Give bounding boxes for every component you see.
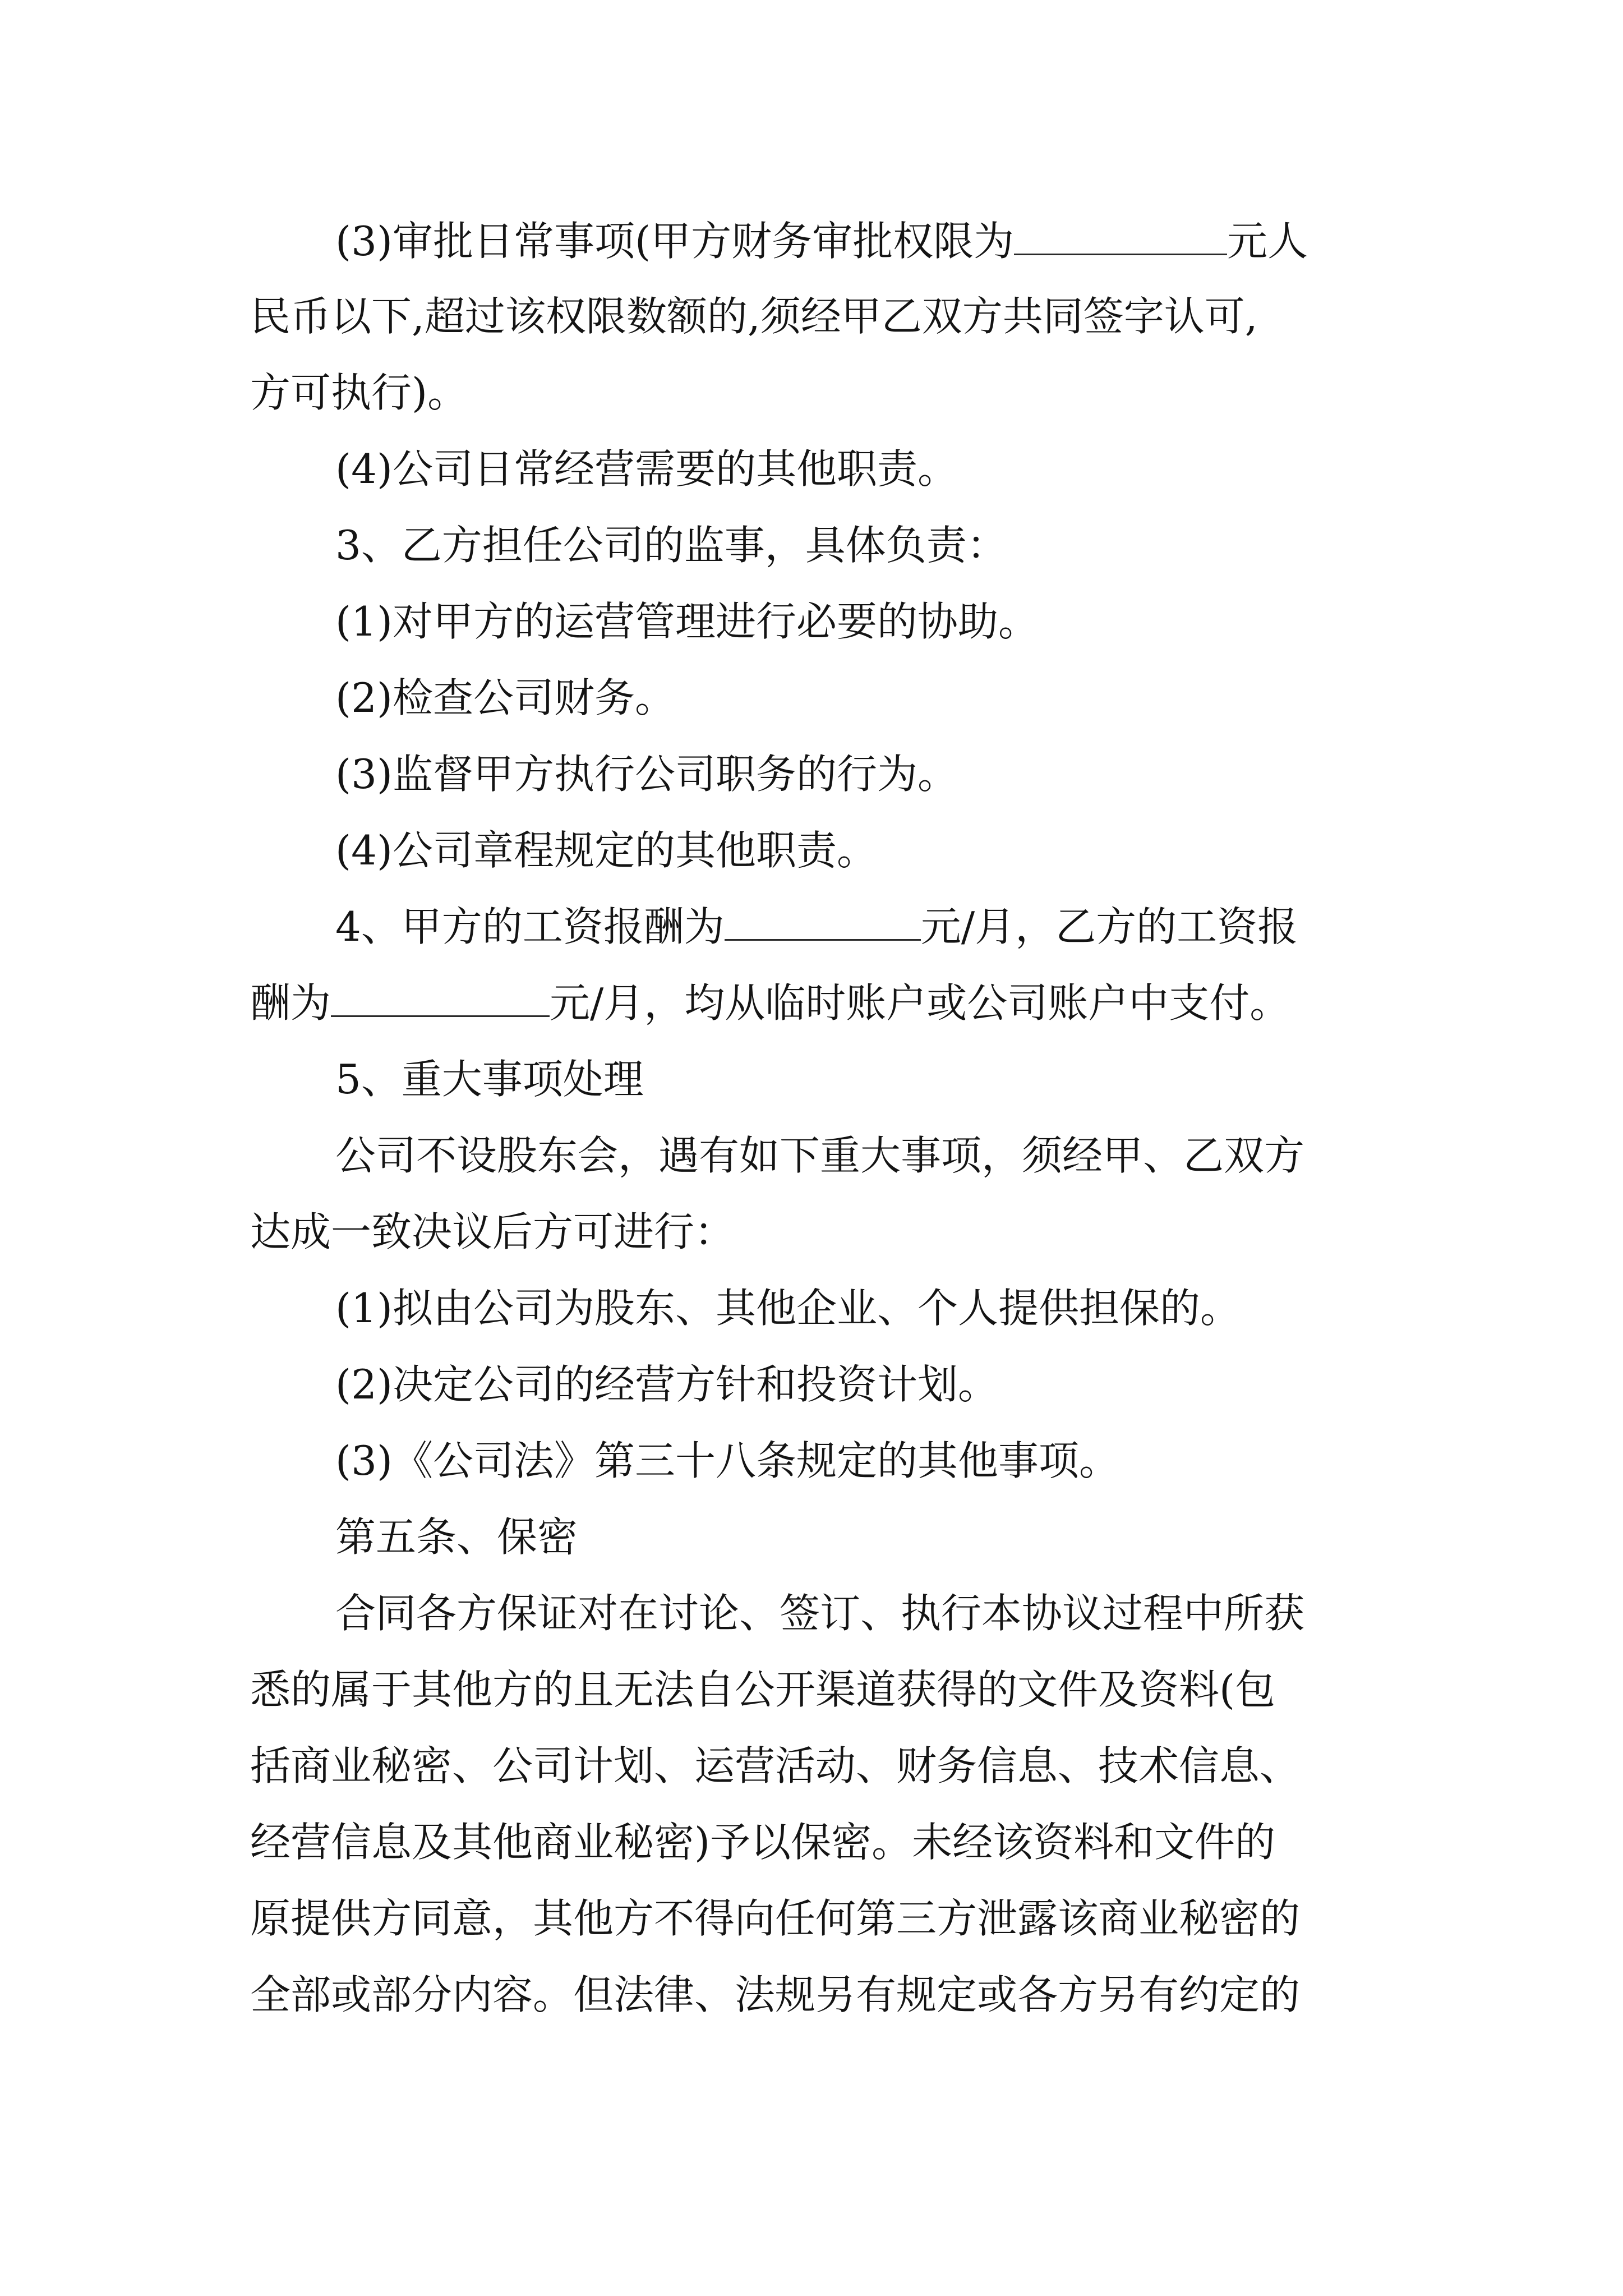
text-line	[335, 660, 1623, 736]
fill-in-blank[interactable]	[1014, 220, 1227, 255]
text-span: (2)决定公司的经营方针和投资计划。	[335, 1361, 998, 1408]
text-span: (4)公司章程规定的其他职责。	[335, 827, 877, 874]
text-line	[335, 1575, 1623, 1651]
text-span: 合同各方保证对在讨论、签订、执行本协议过程中所获	[335, 1590, 1305, 1637]
text-span: (2)检查公司财务。	[335, 674, 675, 721]
section-heading	[335, 1499, 1623, 1575]
text-line	[335, 431, 1623, 507]
text-span: 5、重大事项处理	[335, 1056, 644, 1103]
text-span: (3)《公司法》第三十八条规定的其他事项。	[335, 1437, 1119, 1484]
text-line	[250, 965, 1623, 1041]
text-span: (3)审批日常事项(甲方财务审批权限为	[335, 218, 1015, 265]
text-span: 第五条、保密	[335, 1513, 578, 1561]
text-span: 经营信息及其他商业秘密)予以保密。未经该资料和文件的	[250, 1819, 1276, 1866]
text-line	[335, 1041, 1623, 1117]
text-line	[335, 583, 1623, 660]
text-line	[250, 1194, 1623, 1270]
text-line	[250, 355, 1623, 431]
text-span: 元/月，乙方的工资报	[920, 903, 1298, 950]
text-span: 括商业秘密、公司计划、运营活动、财务信息、技术信息、	[250, 1742, 1301, 1789]
text-span: 民币以下,超过该权限数额的,须经甲乙双方共同签字认可,	[250, 293, 1258, 340]
text-span: (1)对甲方的运营管理进行必要的协助。	[335, 598, 1039, 645]
text-line	[335, 203, 1623, 279]
text-span: 全部或部分内容。但法律、法规另有规定或各方另有约定的	[250, 1971, 1301, 2018]
text-span: 3、乙方担任公司的监事，具体负责：	[335, 522, 1007, 569]
text-line	[335, 1117, 1623, 1194]
text-span: (1)拟由公司为股东、其他企业、个人提供担保的。	[335, 1285, 1241, 1332]
text-line	[335, 812, 1623, 889]
text-span: 悉的属于其他方的且无法自公开渠道获得的文件及资料(包	[250, 1666, 1276, 1713]
text-line	[250, 1880, 1623, 1957]
text-line	[250, 1957, 1623, 2033]
text-line	[335, 507, 1623, 583]
text-span: 达成一致决议后方可进行：	[250, 1208, 735, 1255]
text-line	[335, 1423, 1623, 1499]
text-line	[335, 1270, 1623, 1346]
text-span: (4)公司日常经营需要的其他职责。	[335, 445, 958, 493]
fill-in-blank[interactable]	[725, 905, 921, 941]
text-span: 原提供方同意，其他方不得向任何第三方泄露该商业秘密的	[250, 1895, 1301, 1942]
fill-in-blank[interactable]	[331, 982, 550, 1017]
text-span: (3)监督甲方执行公司职务的行为。	[335, 751, 958, 798]
text-line	[250, 1804, 1623, 1880]
text-span: 公司不设股东会，遇有如下重大事项，须经甲、乙双方	[335, 1132, 1305, 1179]
text-span: 方可执行)。	[250, 369, 468, 416]
text-span: 4、甲方的工资报酬为	[335, 903, 725, 950]
text-line	[250, 1651, 1623, 1728]
text-span: 元/月，均从临时账户或公司账户中支付。	[550, 979, 1290, 1027]
text-line	[250, 1728, 1623, 1804]
text-span: 元人	[1227, 218, 1308, 265]
text-line	[335, 889, 1623, 965]
text-line	[335, 736, 1623, 812]
text-line	[250, 278, 1623, 355]
text-span: 酬为	[250, 979, 331, 1027]
text-line	[335, 1346, 1623, 1423]
